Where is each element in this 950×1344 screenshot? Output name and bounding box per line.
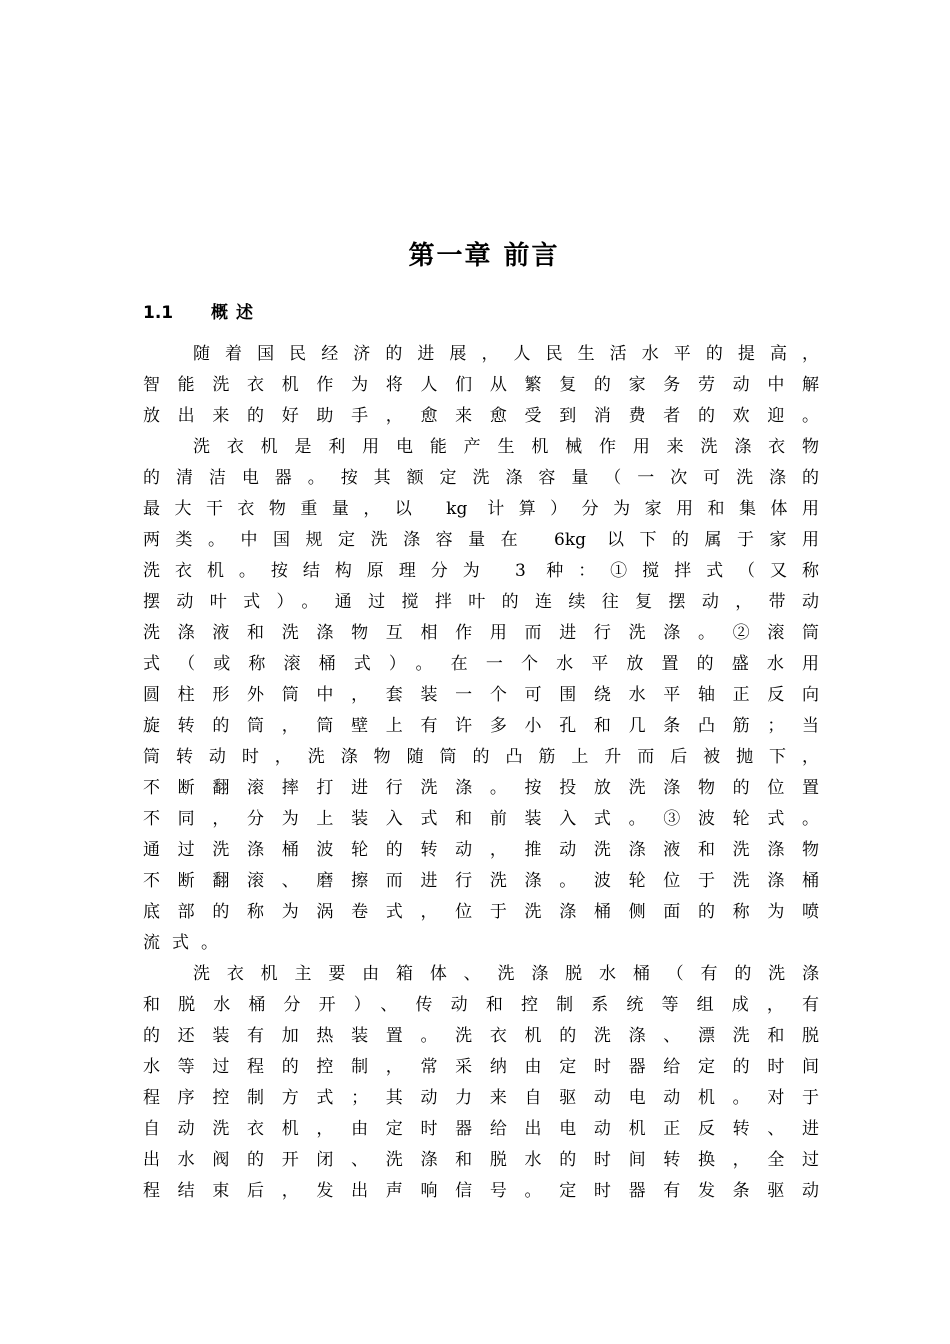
text-line: 不断翻滚、磨擦而进行洗涤。波轮位于洗涤桶: [143, 871, 819, 891]
chapter-title: 第一章 前言: [408, 241, 560, 271]
text-line: 筒转动时，洗涤物随筒的凸筋上升而后被抛下，: [143, 747, 819, 767]
section-title: 概述: [211, 303, 261, 323]
text-line: 不同，分为上装入式和前装入式。③波轮式。: [143, 809, 819, 829]
text-line: 圆柱形外筒中，套装一个可围绕水平轴正反向: [143, 685, 819, 705]
text-line: 通过洗涤桶波轮的转动，推动洗涤液和洗涤物: [143, 840, 819, 860]
text-line: 最大干衣物重量，以 kg 计算）分为家用和集体用: [143, 499, 819, 519]
text-line: 两类。中国规定洗涤容量在 6kg 以下的属于家用: [143, 530, 819, 550]
text-line: 程结束后，发出声响信号。定时器有发条驱动: [143, 1181, 819, 1201]
section-number: 1.1: [143, 303, 174, 323]
text-line: 的清洁电器。按其额定洗涤容量（一次可洗涤的: [143, 468, 819, 488]
text-line: 水等过程的控制，常采纳由定时器给定的时间: [143, 1057, 819, 1077]
text-line: 智能洗衣机作为将人们从繁复的家务劳动中解: [143, 375, 819, 395]
text-line: 洗涤液和洗涤物互相作用而进行洗涤。②滚筒: [143, 623, 819, 643]
text-line: 不断翻滚摔打进行洗涤。按投放洗涤物的位置: [143, 778, 819, 798]
body-text: [143, 339, 819, 1207]
text-line: 洗衣机。按结构原理分为 3 种：①搅拌式（又称: [143, 561, 819, 581]
text-line: 摆动叶式）。通过搅拌叶的连续往复摆动，带动: [143, 592, 819, 612]
section-heading: [143, 298, 261, 328]
text-line: 自动洗衣机，由定时器给出电动机正反转、进: [143, 1119, 819, 1139]
text-line: 出水阀的开闭、洗涤和脱水的时间转换，全过: [143, 1150, 819, 1170]
text-line: 洗衣机主要由箱体、洗涤脱水桶（有的洗涤: [193, 964, 819, 984]
text-line: 放出来的好助手，愈来愈受到消费者的欢迎。: [143, 406, 819, 426]
text-line: 程序控制方式；其动力来自驱动电动机。对于: [143, 1088, 819, 1108]
text-line: 流式。: [143, 933, 230, 953]
text-line: 旋转的筒，筒壁上有许多小孔和几条凸筋；当: [143, 716, 819, 736]
text-line: 底部的称为涡卷式，位于洗涤桶侧面的称为喷: [143, 902, 819, 922]
text-line: 的还装有加热装置。洗衣机的洗涤、漂洗和脱: [143, 1026, 819, 1046]
text-line: 随着国民经济的进展，人民生活水平的提高，: [193, 344, 819, 364]
text-line: 式（或称滚桶式）。在一个水平放置的盛水用: [143, 654, 819, 674]
text-line: 洗衣机是利用电能产生机械作用来洗涤衣物: [193, 437, 819, 457]
text-line: 和脱水桶分开）、传动和控制系统等组成，有: [143, 995, 819, 1015]
